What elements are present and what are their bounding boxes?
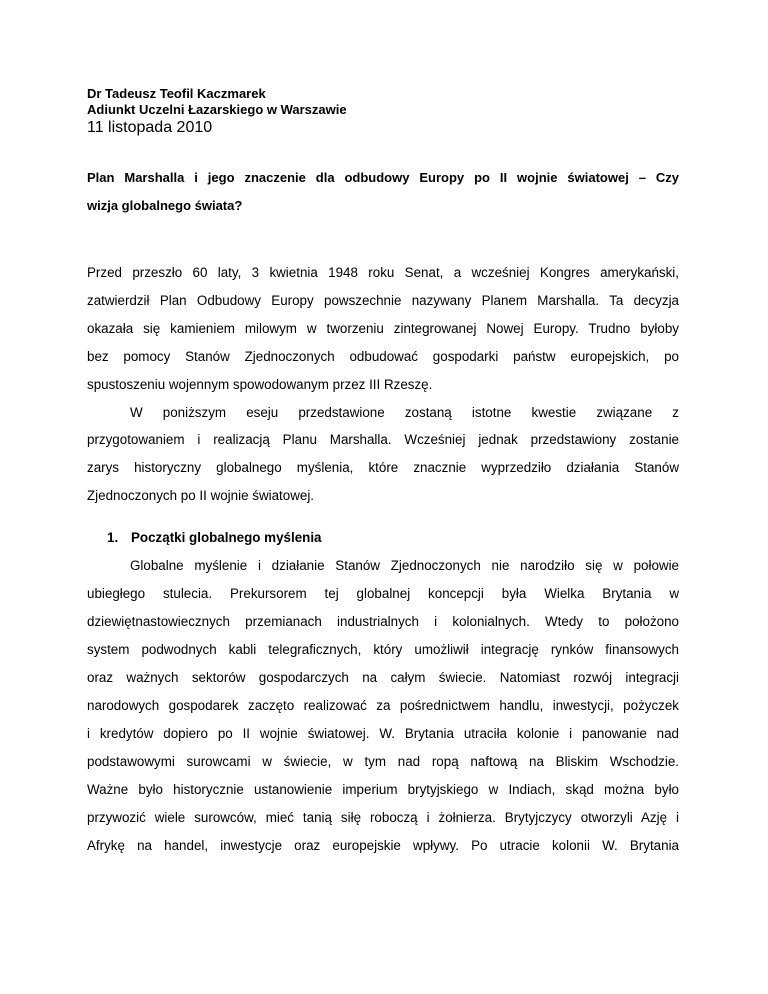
section-p1-line: i kredytów dopiero po II wojnie światowej. W. Brytania utraciła kolonie i panowanie nad [87, 726, 679, 741]
intro-p1-line: okazała się kamieniem milowym w tworzeniu zintegrowanej Nowej Europy. Trudno byłoby [87, 321, 679, 336]
section-p1-line: Globalne myślenie i działanie Stanów Zjednoczonych nie narodziło się w połowie [130, 558, 679, 573]
section-p1-line: podstawowymi surowcami w świecie, w tym nad ropą naftową na Bliskim Wschodzie. [87, 754, 679, 769]
author-name: Dr Tadeusz Teofil Kaczmarek [87, 86, 266, 101]
intro-p2-line: zarys historyczny globalnego myślenia, które znacznie wyprzedziło działania Stanów [87, 460, 679, 475]
section-p1-line: Ważne było historycznie ustanowienie imperium brytyjskiego w Indiach, skąd można było [87, 782, 679, 797]
intro-p1-line: Przed przeszło 60 laty, 3 kwietnia 1948 roku Senat, a wcześniej Kongres amerykański, [87, 265, 679, 280]
section-p1-line: Afrykę na handel, inwestycje oraz europejskie wpływy. Po utracie kolonii W. Brytania [87, 838, 679, 853]
section-p1-line: przywozić wiele surowców, mieć tanią siłę roboczą i żołnierza. Brytyjczycy otworzyli Azję i [87, 810, 679, 825]
intro-p2-line: przygotowaniem i realizacją Planu Marshalla. Wcześniej jednak przedstawiony zostanie [87, 432, 679, 447]
intro-p2-line: Zjednoczonych po II wojnie światowej. [87, 488, 315, 503]
section-p1-line: ubiegłego stulecia. Prekursorem tej globalnej koncepcji była Wielka Brytania w [87, 586, 679, 601]
section-number: 1. [107, 530, 119, 545]
section-p1-line: system podwodnych kabli telegraficznych, który umożliwił integrację rynków finansowych [87, 642, 679, 657]
section-p1-line: narodowych gospodarek zaczęto realizować za pośrednictwem handlu, inwestycji, pożyczek [87, 698, 679, 713]
intro-p2-line: W poniższym eseju przedstawione zostaną istotne kwestie związane z [130, 405, 679, 420]
document-date: 11 listopada 2010 [87, 119, 213, 136]
section-heading [107, 529, 322, 547]
intro-p1-line: bez pomocy Stanów Zjednoczonych odbudować gospodarki państw europejskich, po [87, 349, 679, 364]
title-line-2: wizja globalnego świata? [87, 198, 243, 213]
section-title: Początki globalnego myślenia [131, 530, 322, 545]
title-line-1: Plan Marshalla i jego znaczenie dla odbudowy Europy po II wojnie światowej – Czy [87, 170, 679, 185]
author-affiliation: Adiunkt Uczelni Łazarskiego w Warszawie [87, 102, 347, 117]
section-p1-line: dziewiętnastowiecznych przemianach industrialnych i kolonialnych. Wtedy to położono [87, 614, 679, 629]
intro-p1-line: zatwierdził Plan Odbudowy Europy powszechnie nazywany Planem Marshalla. Ta decyzja [87, 293, 679, 308]
intro-p1-line: spustoszeniu wojennym spowodowanym przez III Rzeszę. [87, 377, 433, 392]
section-p1-line: oraz ważnych sektorów gospodarczych na całym świecie. Natomiast rozwój integracji [87, 670, 679, 685]
